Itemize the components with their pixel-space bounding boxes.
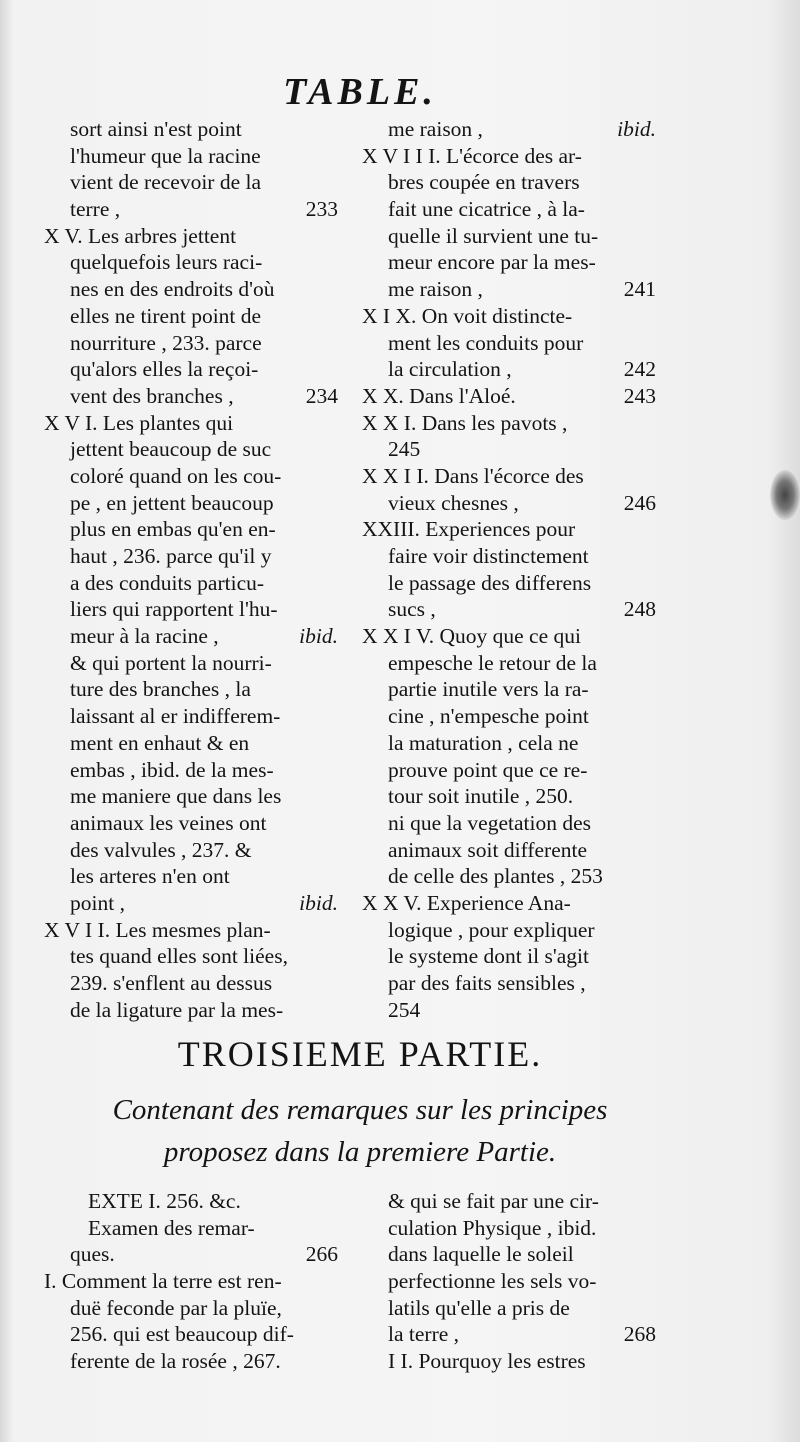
table-entry-line: [44, 330, 338, 357]
table-entry-line: [388, 1295, 656, 1322]
entry-text: le systeme dont il s'agit: [388, 944, 589, 969]
table-entry-line: [362, 143, 656, 170]
table-entry-line: [362, 623, 656, 650]
section-subtitle-line2: proposez dans la premiere Partie.: [163, 1136, 557, 1168]
table-entry-line: [362, 943, 656, 970]
entry-text: X V I I. Les mesmes plan-: [44, 917, 271, 942]
entry-text: la terre ,: [388, 1322, 460, 1347]
ink-bleed-mark: [770, 470, 800, 520]
table-entry-line: [44, 650, 338, 677]
entry-text: des valvules , 237. &: [70, 837, 252, 862]
entry-text: meur encore par la mes-: [388, 250, 596, 275]
entry-text: cine , n'empesche point: [388, 704, 589, 729]
left-column: [44, 116, 338, 1023]
table-entry-line: [362, 783, 656, 810]
entry-text: ment les conduits pour: [388, 330, 584, 355]
entry-text: sucs ,: [388, 597, 436, 622]
table-entry-line: [388, 1188, 656, 1215]
table-entry-line: [44, 917, 338, 944]
table-entry-line: [44, 837, 338, 864]
table-entry-line: [362, 383, 656, 410]
entry-text: terre ,: [70, 197, 121, 222]
entry-page-number: 268: [623, 1322, 656, 1347]
entry-page-number: ibid.: [299, 890, 338, 915]
entry-text: X V. Les arbres jettent: [44, 223, 237, 248]
table-entry-line: [362, 997, 656, 1024]
entry-text: culation Physique , ibid.: [388, 1215, 597, 1240]
table-entry-line: [44, 703, 338, 730]
table-entry-line: [362, 810, 656, 837]
entry-text: vieux chesnes ,: [388, 490, 519, 515]
entry-text: XXIII. Experiences pour: [362, 517, 576, 542]
table-entry-line: [44, 730, 338, 757]
table-entry-line: [44, 783, 338, 810]
table-entry-line: [44, 143, 338, 170]
table-entry-line: [362, 570, 656, 597]
entry-text: coloré quand on les cou-: [70, 463, 282, 488]
entry-text: de la ligature par la mes-: [70, 997, 284, 1022]
entry-page-number: ibid.: [299, 624, 338, 649]
table-entry-line: [44, 863, 338, 890]
entry-text: quelquefois leurs raci-: [70, 250, 263, 275]
table-entry-line: [362, 650, 656, 677]
entry-text: le passage des differens: [388, 570, 592, 595]
table-entry-line: [44, 276, 338, 303]
entry-page-number: 241: [623, 277, 656, 302]
table-entry-line: [44, 1268, 338, 1295]
entry-text: I I. Pourquoy les estres: [388, 1349, 586, 1374]
entry-text: ferente de la rosée , 267.: [70, 1349, 281, 1374]
entry-text: 239. s'enflent au dessus: [70, 971, 273, 995]
table-entry-line: [362, 970, 656, 997]
entry-text: embas , ibid. de la mes-: [70, 757, 274, 782]
entry-text: fait une cicatrice , à la-: [388, 197, 585, 222]
table-entry-line: [362, 249, 656, 276]
table-entry-line: [44, 543, 338, 570]
entry-text: la maturation , cela ne: [388, 730, 579, 755]
section-subtitle-line1: Contenant des remarques sur les principes: [112, 1094, 608, 1126]
entry-text: X I X. On voit distincte-: [362, 303, 573, 328]
entry-text: faire voir distinctement: [388, 544, 589, 568]
part3-left-column: [44, 1188, 338, 1375]
entry-text: X X V. Experience Ana-: [362, 890, 571, 915]
entry-text: & qui portent la nourri-: [70, 650, 272, 675]
entry-text: ques.: [70, 1242, 115, 1267]
entry-text: I. Comment la terre est ren-: [44, 1269, 282, 1294]
entry-text: meur à la racine ,: [70, 624, 219, 649]
entry-text: ni que la vegetation des: [388, 810, 591, 835]
entry-text: prouve point que ce re-: [388, 757, 588, 782]
table-entry-line: [44, 570, 338, 597]
table-entry-line: [44, 623, 338, 650]
table-entry-line: [362, 169, 656, 196]
table-entry-line: [362, 703, 656, 730]
table-entry-line: [44, 463, 338, 490]
table-entry-line: [362, 730, 656, 757]
entry-text: X X. Dans l'Aloé.: [362, 383, 516, 408]
table-entry-line: [388, 1348, 656, 1375]
entry-text: sort ainsi n'est point: [70, 117, 242, 141]
entry-text: plus en embas qu'en en-: [70, 517, 276, 542]
page-header: TABLE.: [283, 71, 437, 113]
table-entry-line: [388, 1321, 656, 1348]
entry-text: la circulation ,: [388, 357, 512, 382]
table-entry-line: [362, 303, 656, 330]
table-entry-line: [44, 1241, 338, 1268]
table-entry-line: [362, 837, 656, 864]
table-entry-line: [362, 223, 656, 250]
part3-right-column: [388, 1188, 656, 1375]
entry-text: les arteres n'en ont: [70, 864, 230, 889]
table-entry-line: [44, 997, 338, 1024]
entry-text: point ,: [70, 890, 125, 915]
entry-text: X V I. Les plantes qui: [44, 410, 234, 435]
entry-text: liers qui rapportent l'hu-: [70, 597, 278, 622]
table-entry-line: [44, 757, 338, 784]
entry-text: laissant al er indifferem-: [70, 704, 281, 729]
table-entry-line: [44, 436, 338, 463]
table-entry-line: [44, 810, 338, 837]
entry-text: haut , 236. parce qu'il y: [70, 544, 272, 568]
entry-page-number: 266: [305, 1242, 338, 1267]
table-entry-line: [44, 890, 338, 917]
entry-text: & qui se fait par une cir-: [388, 1189, 599, 1213]
entry-page-number: 242: [623, 357, 656, 382]
table-entry-line: [362, 676, 656, 703]
table-entry-line: [362, 356, 656, 383]
entry-text: vient de recevoir de la: [70, 170, 262, 195]
table-entry-line: [44, 169, 338, 196]
table-entry-line: [388, 1268, 656, 1295]
table-entry-line: [362, 757, 656, 784]
entry-text: jettent beaucoup de suc: [70, 437, 272, 462]
table-entry-line: [44, 676, 338, 703]
table-entry-line: [44, 249, 338, 276]
entry-page-number: 246: [623, 490, 656, 515]
entry-text: 256. qui est beaucoup dif-: [70, 1322, 294, 1347]
table-entry-line: [44, 303, 338, 330]
entry-text: 254: [388, 997, 421, 1022]
entry-page-number: 233: [305, 197, 338, 222]
table-entry-line: [388, 1215, 656, 1242]
table-entry-line: [44, 356, 338, 383]
entry-text: me maniere que dans les: [70, 784, 282, 809]
entry-text: X V I I I. L'écorce des ar-: [362, 143, 582, 168]
right-column: [362, 116, 656, 1023]
entry-text: duë feconde par la pluïe,: [70, 1295, 282, 1320]
entry-text: l'humeur que la racine: [70, 143, 261, 168]
entry-text: ment en enhaut & en: [70, 730, 250, 755]
entry-text: animaux soit differente: [388, 837, 588, 862]
entry-text: par des faits sensibles ,: [388, 971, 586, 995]
table-entry-line: [362, 410, 656, 437]
table-entry-line: [362, 276, 656, 303]
table-entry-line: [44, 1188, 338, 1215]
entry-text: logique , pour expliquer: [388, 917, 595, 942]
entry-text: X X I. Dans les pavots ,: [362, 410, 568, 435]
table-entry-line: [362, 196, 656, 223]
table-entry-line: [44, 223, 338, 250]
table-entry-line: [44, 1321, 338, 1348]
table-entry-line: [44, 1348, 338, 1375]
table-entry-line: [362, 863, 656, 890]
table-entry-line: [44, 383, 338, 410]
table-entry-line: [362, 917, 656, 944]
entry-text: qu'alors elles la reçoi-: [70, 357, 259, 382]
entry-text: tour soit inutile , 250.: [388, 784, 574, 809]
entry-text: bres coupée en travers: [388, 170, 580, 195]
entry-text: pe , en jettent beaucoup: [70, 490, 274, 515]
entry-text: X X I I. Dans l'écorce des: [362, 463, 584, 488]
entry-page-number: ibid.: [617, 117, 656, 141]
entry-text: nourriture , 233. parce: [70, 330, 262, 355]
entry-text: perfectionne les sels vo-: [388, 1269, 597, 1294]
entry-text: de celle des plantes , 253: [388, 864, 603, 889]
entry-text: dans laquelle le soleil: [388, 1242, 574, 1267]
table-entry-line: [44, 196, 338, 223]
entry-text: 245: [388, 437, 421, 462]
table-entry-line: [44, 1215, 338, 1242]
table-entry-line: [362, 890, 656, 917]
entry-text: vent des branches ,: [70, 383, 234, 408]
table-entry-line: [362, 596, 656, 623]
entry-text: nes en des endroits d'où: [70, 277, 275, 302]
table-entry-line: [44, 1295, 338, 1322]
entry-text: elles ne tirent point de: [70, 303, 262, 328]
entry-text: Examen des remar-: [88, 1215, 255, 1240]
entry-page-number: 248: [623, 597, 656, 622]
entry-text: a des conduits particu-: [70, 570, 265, 595]
table-entry-line: [362, 543, 656, 570]
table-entry-line: [44, 116, 338, 143]
table-entry-line: [44, 970, 338, 997]
table-entry-line: [44, 410, 338, 437]
entry-text: partie inutile vers la ra-: [388, 677, 589, 702]
entry-text: ture des branches , la: [70, 677, 251, 702]
table-entry-line: [44, 943, 338, 970]
entry-text: latils qu'elle a pris de: [388, 1295, 570, 1320]
table-entry-line: [362, 330, 656, 357]
entry-text: me raison ,: [388, 277, 483, 302]
table-entry-line: [362, 490, 656, 517]
table-entry-line: [388, 1241, 656, 1268]
table-entry-line: [362, 516, 656, 543]
table-entry-line: [362, 436, 656, 463]
entry-text: empesche le retour de la: [388, 650, 597, 675]
table-entry-line: [44, 490, 338, 517]
table-entry-line: [362, 116, 656, 143]
entry-text: tes quand elles sont liées,: [70, 944, 288, 969]
entry-page-number: 243: [623, 383, 656, 408]
entry-text: EXTE I. 256. &c.: [88, 1189, 241, 1213]
entry-text: X X I V. Quoy que ce qui: [362, 624, 581, 649]
table-entry-line: [44, 596, 338, 623]
entry-page-number: 234: [305, 383, 338, 408]
table-entry-line: [362, 463, 656, 490]
entry-text: quelle il survient une tu-: [388, 223, 599, 248]
entry-text: me raison ,: [388, 117, 483, 141]
entry-text: animaux les veines ont: [70, 810, 267, 835]
section-title: TROISIEME PARTIE.: [177, 1034, 543, 1074]
table-entry-line: [44, 516, 338, 543]
